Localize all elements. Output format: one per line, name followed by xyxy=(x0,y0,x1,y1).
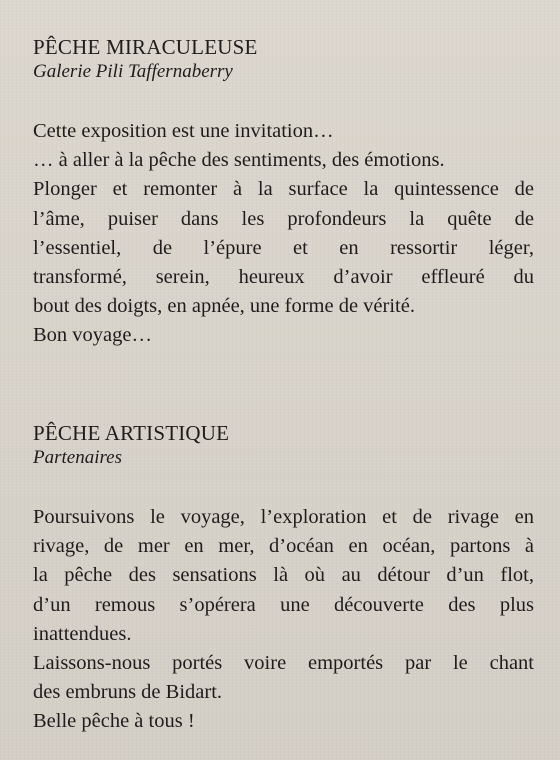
text-line: inattendues. xyxy=(33,622,132,645)
section-paragraph xyxy=(33,503,534,737)
text-line: Poursuivons le voyage, l’exploration et de rivage en xyxy=(33,506,534,528)
text-line: l’essentiel, de l’épure et en ressortir léger, xyxy=(33,236,534,259)
section-subtitle: Galerie Pili Taffernaberry xyxy=(33,61,233,82)
text-line: l’âme, puiser dans les profondeurs la quête de xyxy=(33,207,534,230)
text-line: Laissons-nous portés voire emportés par le chant xyxy=(33,652,534,675)
section-subtitle: Partenaires xyxy=(33,447,123,468)
section-peche-artistique xyxy=(33,420,534,737)
text-line: Belle pêche à tous ! xyxy=(33,710,195,733)
section-title: PÊCHE MIRACULEUSE xyxy=(33,35,258,59)
text-line: bout des doigts, en apnée, une forme de vérité. xyxy=(33,295,415,318)
section-paragraph xyxy=(33,117,534,351)
text-line: … à aller à la pêche des sentiments, des émotions. xyxy=(33,149,445,172)
text-line: Cette exposition est une invitation… xyxy=(33,120,334,142)
text-line: transformé, serein, heureux d’avoir effleuré du xyxy=(33,266,534,289)
text-line: des embruns de Bidart. xyxy=(33,681,223,704)
section-title: PÊCHE ARTISTIQUE xyxy=(33,421,230,445)
section-peche-miraculeuse xyxy=(33,34,534,351)
text-line: Bon voyage… xyxy=(33,324,152,347)
text-line: la pêche des sensations là où au détour d’un flot, xyxy=(33,564,534,587)
text-line: Plonger et remonter à la surface la quintessence de xyxy=(33,178,534,201)
text-line: d’un remous s’opérera une découverte des plus xyxy=(33,593,534,616)
text-line: rivage, de mer en mer, d’océan en océan, partons à xyxy=(33,535,534,558)
